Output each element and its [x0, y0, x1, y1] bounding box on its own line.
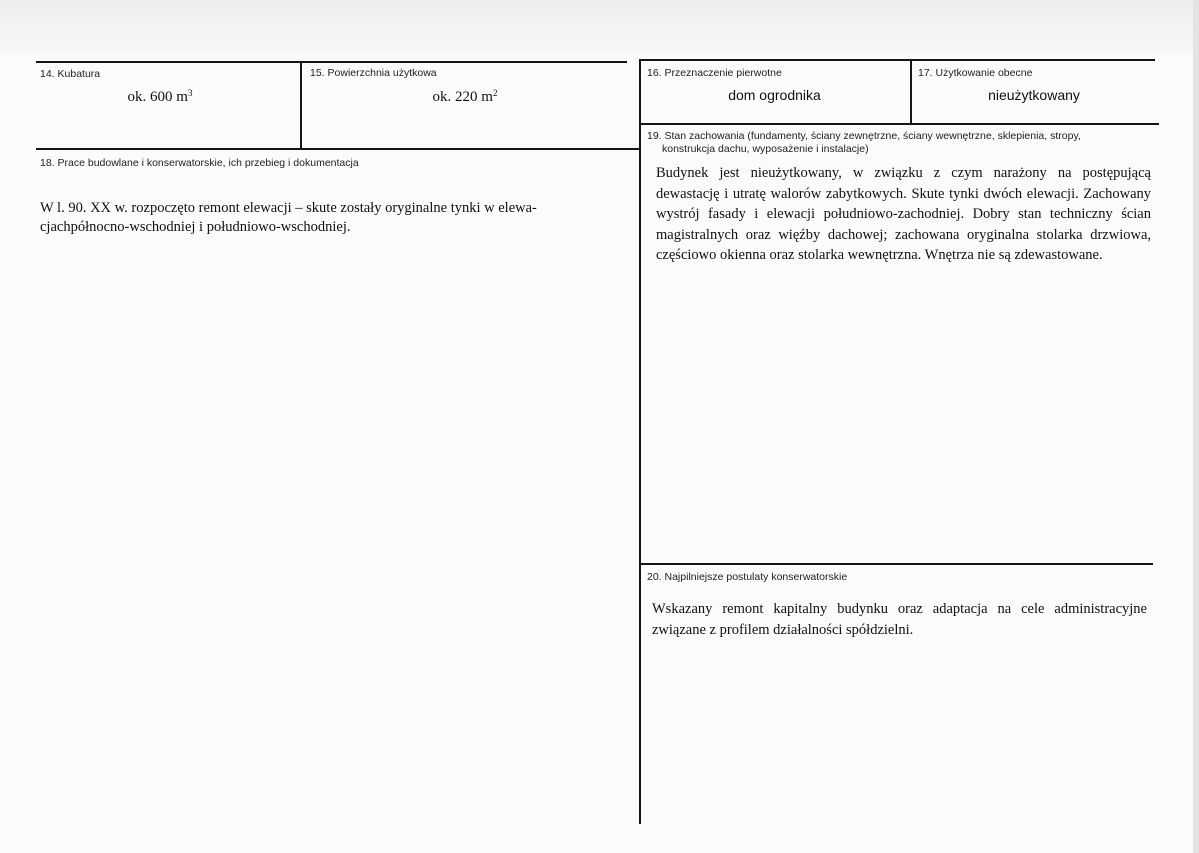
- rule-right-row1: [641, 123, 1159, 125]
- field-20-label: 20. Najpilniejsze postulaty konserwatorskie: [647, 571, 848, 583]
- field-15-unit-exponent: 2: [492, 88, 498, 98]
- field-19-label-line-2: konstrukcja dachu, wyposażenie i instalacje): [662, 143, 869, 155]
- field-18-label: 18. Prace budowlane i konserwatorskie, ich przebieg i dokumentacja: [40, 157, 359, 169]
- field-15-label: 15. Powierzchnia użytkowa: [310, 67, 437, 79]
- field-14-unit-exponent: 3: [187, 88, 193, 98]
- field-17-value: nieużytkowany: [988, 87, 1080, 103]
- rule-top-left: [36, 61, 627, 63]
- field-15-value: [310, 89, 620, 106]
- field-20-text: Wskazany remont kapitalny budynku oraz adaptacja na cele administracyjne związane z profilem działalności spółdzielni.: [652, 601, 1147, 638]
- field-19-text: Budynek jest nieużytkowany, w związku z czym narażony na postępującą dewastację i utratę walorów zabytkowych. Skute tynki dwóch elewacji. Zachowany wystrój fasady i elewacji południowo-zachodniej. Dobry stan techniczny ścian magistralnych oraz więźby dachowej; zachowana oryginalna stolarka drzwiowa, częściowo okienna oraz stolarka wewnętrzna. Wnętrza nie są zdewastowane.: [656, 165, 1151, 263]
- rule-center-vertical: [639, 59, 641, 824]
- field-15-value-text: ok. 220 m: [432, 89, 493, 105]
- field-18-text-line-2: cjachpółnocno-wschodniej i południowo-wschodniej.: [40, 219, 351, 235]
- field-16-value: dom ogrodnika: [728, 87, 821, 103]
- field-14-label: 14. Kubatura: [40, 68, 101, 80]
- rule-top-right: [641, 59, 1155, 61]
- field-19-label-line-1: 19. Stan zachowania (fundamenty, ściany zewnętrzne, ściany wewnętrzne, sklepienia, stropy,: [647, 130, 1081, 142]
- field-17-label: 17. Użytkowanie obecne: [918, 67, 1033, 79]
- scan-top-shadow: [0, 0, 1199, 52]
- field-18-text-line-1: W l. 90. XX w. rozpoczęto remont elewacji – skute zostały oryginalne tynki w elewa-: [40, 200, 537, 216]
- rule-left-mid: [36, 148, 641, 150]
- scan-right-edge: [1193, 0, 1199, 853]
- rule-divider-14-15: [300, 61, 302, 149]
- rule-divider-16-17: [910, 59, 912, 124]
- rule-right-row2: [641, 563, 1153, 565]
- field-16-label: 16. Przeznaczenie pierwotne: [647, 67, 782, 79]
- field-14-value: [40, 89, 280, 106]
- field-14-value-text: ok. 600 m: [127, 89, 188, 105]
